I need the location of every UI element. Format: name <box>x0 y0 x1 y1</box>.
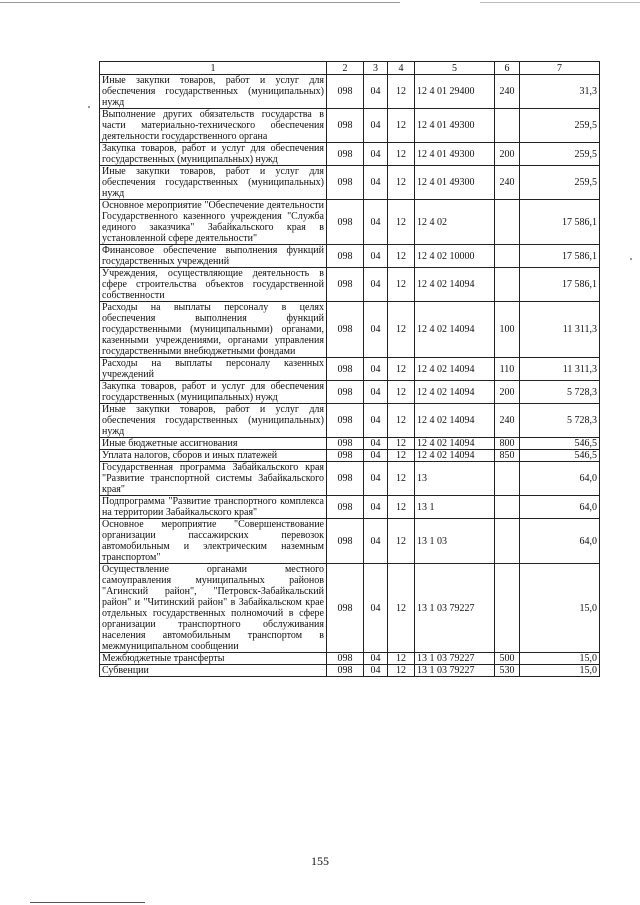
row-description: Расходы на выплаты персоналу казенных учреждений <box>100 358 327 381</box>
expense-type-code: 500 <box>495 653 520 665</box>
row-description: Осуществление органами местного самоуправления муниципальных районов "Агинский район", "Петровск-Забайкальский район" и "Читинский район" в Забайкальском крае отдельных государственных полномочий в сфере организации транспортного обслуживания населения автомобильным транспортом в межмуниципальном сообщении <box>100 564 327 653</box>
expense-type-code <box>495 268 520 302</box>
section-code: 04 <box>364 166 388 200</box>
target-article-code: 12 4 01 49300 <box>415 143 495 166</box>
section-code: 04 <box>364 653 388 665</box>
expense-type-code <box>495 245 520 268</box>
table-row <box>100 200 600 245</box>
section-code: 04 <box>364 75 388 109</box>
subsection-code: 12 <box>388 653 415 665</box>
subsection-code: 12 <box>388 564 415 653</box>
target-article-code: 13 1 03 <box>415 519 495 564</box>
subsection-code: 12 <box>388 75 415 109</box>
target-article-code: 13 1 <box>415 496 495 519</box>
expense-type-code: 800 <box>495 438 520 450</box>
subsection-code: 12 <box>388 143 415 166</box>
section-code: 04 <box>364 358 388 381</box>
section-code: 04 <box>364 564 388 653</box>
table-row <box>100 496 600 519</box>
expense-type-code: 530 <box>495 665 520 677</box>
target-article-code: 12 4 02 14094 <box>415 302 495 358</box>
ministry-code: 098 <box>327 438 364 450</box>
row-description: Подпрограмма "Развитие транспортного комплекса на территории Забайкальского края" <box>100 496 327 519</box>
target-article-code: 12 4 02 14094 <box>415 381 495 404</box>
column-header: 4 <box>388 62 415 75</box>
subsection-code: 12 <box>388 245 415 268</box>
amount: 11 311,3 <box>520 302 600 358</box>
table-row <box>100 438 600 450</box>
subsection-code: 12 <box>388 109 415 143</box>
expense-type-code <box>495 496 520 519</box>
target-article-code: 12 4 02 10000 <box>415 245 495 268</box>
row-description: Финансовое обеспечение выполнения функций государственных учреждений <box>100 245 327 268</box>
ministry-code: 098 <box>327 109 364 143</box>
row-description: Межбюджетные трансферты <box>100 653 327 665</box>
section-code: 04 <box>364 245 388 268</box>
column-header: 7 <box>520 62 600 75</box>
amount: 259,5 <box>520 109 600 143</box>
table-body <box>100 75 600 677</box>
table-row <box>100 143 600 166</box>
expense-type-code <box>495 462 520 496</box>
ministry-code: 098 <box>327 564 364 653</box>
amount: 546,5 <box>520 450 600 462</box>
amount: 5 728,3 <box>520 381 600 404</box>
expense-type-code: 110 <box>495 358 520 381</box>
target-article-code: 13 <box>415 462 495 496</box>
target-article-code: 12 4 01 29400 <box>415 75 495 109</box>
table-row <box>100 109 600 143</box>
subsection-code: 12 <box>388 358 415 381</box>
amount: 15,0 <box>520 665 600 677</box>
subsection-code: 12 <box>388 438 415 450</box>
table-row <box>100 519 600 564</box>
subsection-code: 12 <box>388 450 415 462</box>
target-article-code: 12 4 02 <box>415 200 495 245</box>
section-code: 04 <box>364 268 388 302</box>
footnote-rule <box>30 902 145 903</box>
row-description: Расходы на выплаты персоналу в целях обеспечения выполнения функций государственными (муниципальными) органами, казенными учреждениями, органами управления государственными внебюджетными фондами <box>100 302 327 358</box>
row-description: Учреждения, осуществляющие деятельность в сфере строительства объектов государственной собственности <box>100 268 327 302</box>
section-code: 04 <box>364 462 388 496</box>
ministry-code: 098 <box>327 75 364 109</box>
row-description: Основное мероприятие "Совершенствование организации пассажирских перевозок автомобильным и электрическим наземным транспортом" <box>100 519 327 564</box>
column-header: 3 <box>364 62 388 75</box>
table-row <box>100 166 600 200</box>
row-description: Субвенции <box>100 665 327 677</box>
table-row <box>100 75 600 109</box>
scan-speck <box>88 106 90 108</box>
expense-type-code: 240 <box>495 75 520 109</box>
section-code: 04 <box>364 109 388 143</box>
table-row <box>100 302 600 358</box>
ministry-code: 098 <box>327 302 364 358</box>
expense-type-code <box>495 109 520 143</box>
expense-type-code: 200 <box>495 143 520 166</box>
amount: 31,3 <box>520 75 600 109</box>
table-row <box>100 245 600 268</box>
target-article-code: 12 4 01 49300 <box>415 109 495 143</box>
target-article-code: 12 4 02 14094 <box>415 438 495 450</box>
expense-type-code: 200 <box>495 381 520 404</box>
section-code: 04 <box>364 143 388 166</box>
subsection-code: 12 <box>388 268 415 302</box>
subsection-code: 12 <box>388 404 415 438</box>
amount: 64,0 <box>520 496 600 519</box>
section-code: 04 <box>364 496 388 519</box>
budget-table <box>99 61 600 677</box>
amount: 17 586,1 <box>520 245 600 268</box>
section-code: 04 <box>364 200 388 245</box>
target-article-code: 13 1 03 79227 <box>415 665 495 677</box>
amount: 15,0 <box>520 564 600 653</box>
ministry-code: 098 <box>327 268 364 302</box>
table-row <box>100 268 600 302</box>
table-row <box>100 404 600 438</box>
subsection-code: 12 <box>388 462 415 496</box>
table-row <box>100 381 600 404</box>
expense-type-code <box>495 564 520 653</box>
row-description: Государственная программа Забайкальского края "Развитие транспортной системы Забайкальского края" <box>100 462 327 496</box>
row-description: Основное мероприятие "Обеспечение деятельности Государственного казенного учреждения "Служба единого заказчика" Забайкальского края в установленной сфере деятельности" <box>100 200 327 245</box>
expense-type-code <box>495 200 520 245</box>
table-row <box>100 665 600 677</box>
row-description: Иные закупки товаров, работ и услуг для обеспечения государственных (муниципальных) нужд <box>100 166 327 200</box>
section-code: 04 <box>364 519 388 564</box>
scan-speck <box>630 258 632 260</box>
row-description: Иные бюджетные ассигнования <box>100 438 327 450</box>
table-row <box>100 564 600 653</box>
row-description: Иные закупки товаров, работ и услуг для обеспечения государственных (муниципальных) нужд <box>100 75 327 109</box>
subsection-code: 12 <box>388 302 415 358</box>
subsection-code: 12 <box>388 381 415 404</box>
target-article-code: 13 1 03 79227 <box>415 653 495 665</box>
subsection-code: 12 <box>388 665 415 677</box>
ministry-code: 098 <box>327 358 364 381</box>
table-row <box>100 462 600 496</box>
target-article-code: 12 4 02 14094 <box>415 268 495 302</box>
amount: 5 728,3 <box>520 404 600 438</box>
row-description: Иные закупки товаров, работ и услуг для обеспечения государственных (муниципальных) нужд <box>100 404 327 438</box>
amount: 259,5 <box>520 166 600 200</box>
top-edge-rule <box>0 2 400 3</box>
ministry-code: 098 <box>327 450 364 462</box>
column-header: 5 <box>415 62 495 75</box>
amount: 64,0 <box>520 519 600 564</box>
amount: 259,5 <box>520 143 600 166</box>
table-row <box>100 358 600 381</box>
amount: 17 586,1 <box>520 268 600 302</box>
target-article-code: 12 4 02 14094 <box>415 404 495 438</box>
ministry-code: 098 <box>327 200 364 245</box>
subsection-code: 12 <box>388 200 415 245</box>
ministry-code: 098 <box>327 245 364 268</box>
table-row <box>100 450 600 462</box>
top-edge-rule <box>480 2 640 3</box>
ministry-code: 098 <box>327 143 364 166</box>
row-description: Уплата налогов, сборов и иных платежей <box>100 450 327 462</box>
expense-type-code: 100 <box>495 302 520 358</box>
section-code: 04 <box>364 438 388 450</box>
row-description: Выполнение других обязательств государства в части материально-технического обеспечения деятельности государственного органа <box>100 109 327 143</box>
section-code: 04 <box>364 381 388 404</box>
ministry-code: 098 <box>327 653 364 665</box>
target-article-code: 13 1 03 79227 <box>415 564 495 653</box>
ministry-code: 098 <box>327 166 364 200</box>
column-header: 1 <box>100 62 327 75</box>
ministry-code: 098 <box>327 462 364 496</box>
amount: 64,0 <box>520 462 600 496</box>
subsection-code: 12 <box>388 166 415 200</box>
row-description: Закупка товаров, работ и услуг для обеспечения государственных (муниципальных) нужд <box>100 143 327 166</box>
amount: 17 586,1 <box>520 200 600 245</box>
subsection-code: 12 <box>388 496 415 519</box>
column-header: 6 <box>495 62 520 75</box>
expense-type-code: 240 <box>495 166 520 200</box>
header-row <box>100 62 600 75</box>
expense-type-code <box>495 519 520 564</box>
section-code: 04 <box>364 404 388 438</box>
target-article-code: 12 4 02 14094 <box>415 450 495 462</box>
row-description: Закупка товаров, работ и услуг для обеспечения государственных (муниципальных) нужд <box>100 381 327 404</box>
section-code: 04 <box>364 450 388 462</box>
ministry-code: 098 <box>327 496 364 519</box>
target-article-code: 12 4 01 49300 <box>415 166 495 200</box>
target-article-code: 12 4 02 14094 <box>415 358 495 381</box>
ministry-code: 098 <box>327 665 364 677</box>
ministry-code: 098 <box>327 404 364 438</box>
amount: 15,0 <box>520 653 600 665</box>
ministry-code: 098 <box>327 381 364 404</box>
section-code: 04 <box>364 665 388 677</box>
page-number: 155 <box>311 854 329 868</box>
expense-type-code: 850 <box>495 450 520 462</box>
amount: 11 311,3 <box>520 358 600 381</box>
column-header: 2 <box>327 62 364 75</box>
subsection-code: 12 <box>388 519 415 564</box>
amount: 546,5 <box>520 438 600 450</box>
ministry-code: 098 <box>327 519 364 564</box>
section-code: 04 <box>364 302 388 358</box>
expense-type-code: 240 <box>495 404 520 438</box>
table-row <box>100 653 600 665</box>
